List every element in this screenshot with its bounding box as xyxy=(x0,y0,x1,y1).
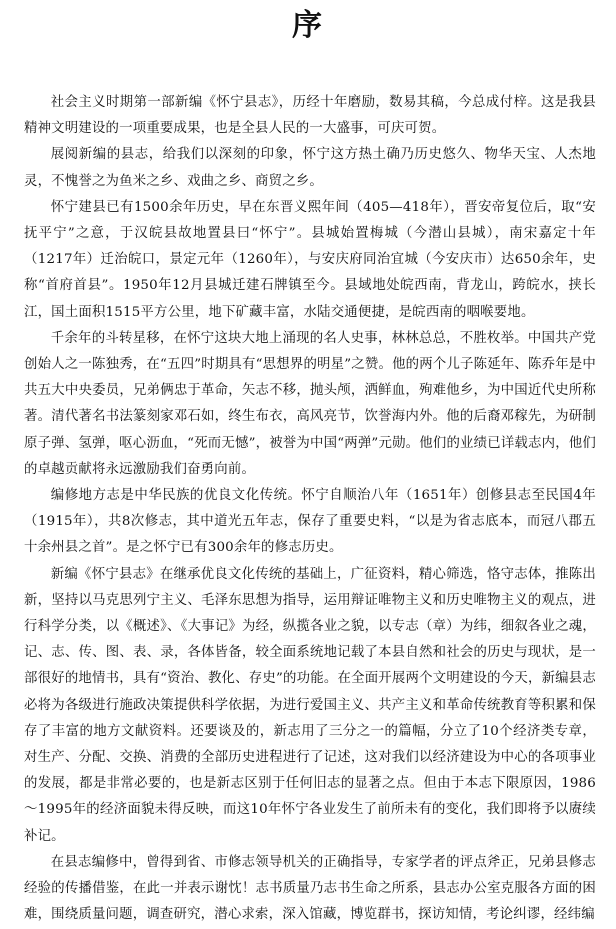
paragraph-2: 展阅新编的县志，给我们以深刻的印象，怀宁这方热土确乃历史悠久、物华天宝、人杰地灵，不愧誉之为鱼米之乡、戏曲之乡、商贸之乡。 xyxy=(24,147,596,189)
paragraph-5: 编修地方志是中华民族的优良文化传统。怀宁自顺治八年（1651年）创修县志至民国4年（1915年），共8次修志，其中道光五年志，保存了重要史料，“以是为省志底本，而冠八郡五十余州县之首”。是之怀宁已有300余年的修志历史。 xyxy=(24,488,596,556)
paragraph-4: 千余年的斗转星移，在怀宁这块大地上涌现的名人史事，林林总总，不胜枚举。中国共产党创始人之一陈独秀，在“五四”时期具有“思想界的明星”之赞。他的两个儿子陈延年、陈乔年是中共五大中央委员，兄弟俩忠于革命，矢志不移，抛头颅，洒鲜血，殉难他乡，为中国近代史所称著。清代著名书法篆刻家邓石如，终生布衣，高风亮节，饮誉海内外。他的后裔邓稼先，为研制原子弹、氢弹，呕心沥血，“死而无憾”，被誉为中国“两弹”元勋。他们的业绩已详载志内，他们的卓越贡献将永远激励我们奋勇向前。 xyxy=(24,330,596,477)
paragraph-3: 怀宁建县已有1500余年历史，早在东晋义熙年间（405—418年），晋安帝复位后，取“安抚平宁”之意，于汉皖县故地置县曰“怀宁”。县城始置梅城（今潜山县城），南宋嘉定十年（1217年）迁治皖口，景定元年（1260年），与安庆府同治宜城（今安庆市）达650余年，史称“首府首县”。1950年12月县城迁建石牌镇至今。县域地处皖西南，背龙山，跨皖水，挟长江，国土面积1515平方公里，地下矿藏丰富，水陆交通便捷，是皖西南的咽喉要地。 xyxy=(24,199,596,320)
paragraph-7: 在县志编修中，曾得到省、市修志领导机关的正确指导，专家学者的评点斧正，兄弟县修志经验的传播借鉴，在此一并表示谢忱！志书质量乃志书生命之所系，县志办公室克服各方面的困难，围绕质量问题，调查研究，潜心求索，深入馆藏，博览群书，探访知情，考论纠谬，经纬编 xyxy=(24,854,596,923)
document-body xyxy=(24,90,596,929)
page-title: 序 xyxy=(292,8,324,43)
paragraph-6: 新编《怀宁县志》在继承优良文化传统的基础上，广征资料，精心筛选，恪守志体，推陈出新，坚持以马克思列宁主义、毛泽东思想为指导，运用辩证唯物主义和历史唯物主义的观点，进行科学分类，以《概述》、《大事记》为经，纵揽各业之貌，以专志（章）为纬，细叙各业之魂，记、志、传、图、表、录，各体皆备，较全面系统地记载了本县自然和社会的历史与现状，是一部很好的地情书，具有“资治、教化、存史”的功能。在全面开展两个文明建设的今天，新编县志必将为各级进行施政决策提供科学依据，为进行爱国主义、共产主义和革命传统教育等积累和保存了丰富的地方文献资料。还要谈及的，新志用了三分之一的篇幅，分立了10个经济类专章，对生产、分配、交换、消费的全部历史进程进行了记述，这对我们以经济建设为中心的各项事业的发展，都是非常必要的，也是新志区别于任何旧志的显著之点。但由于本志下限原因，1986～1995年的经济面貌未得反映，而这10年怀宁各业发生了前所未有的变化，我们即将予以赓续补记。 xyxy=(24,566,596,844)
paragraph-1: 社会主义时期第一部新编《怀宁县志》，历经十年磨励，数易其稿，今总成付梓。这是我县精神文明建设的一项重要成果，也是全县人民的一大盛事，可庆可贺。 xyxy=(24,95,596,137)
